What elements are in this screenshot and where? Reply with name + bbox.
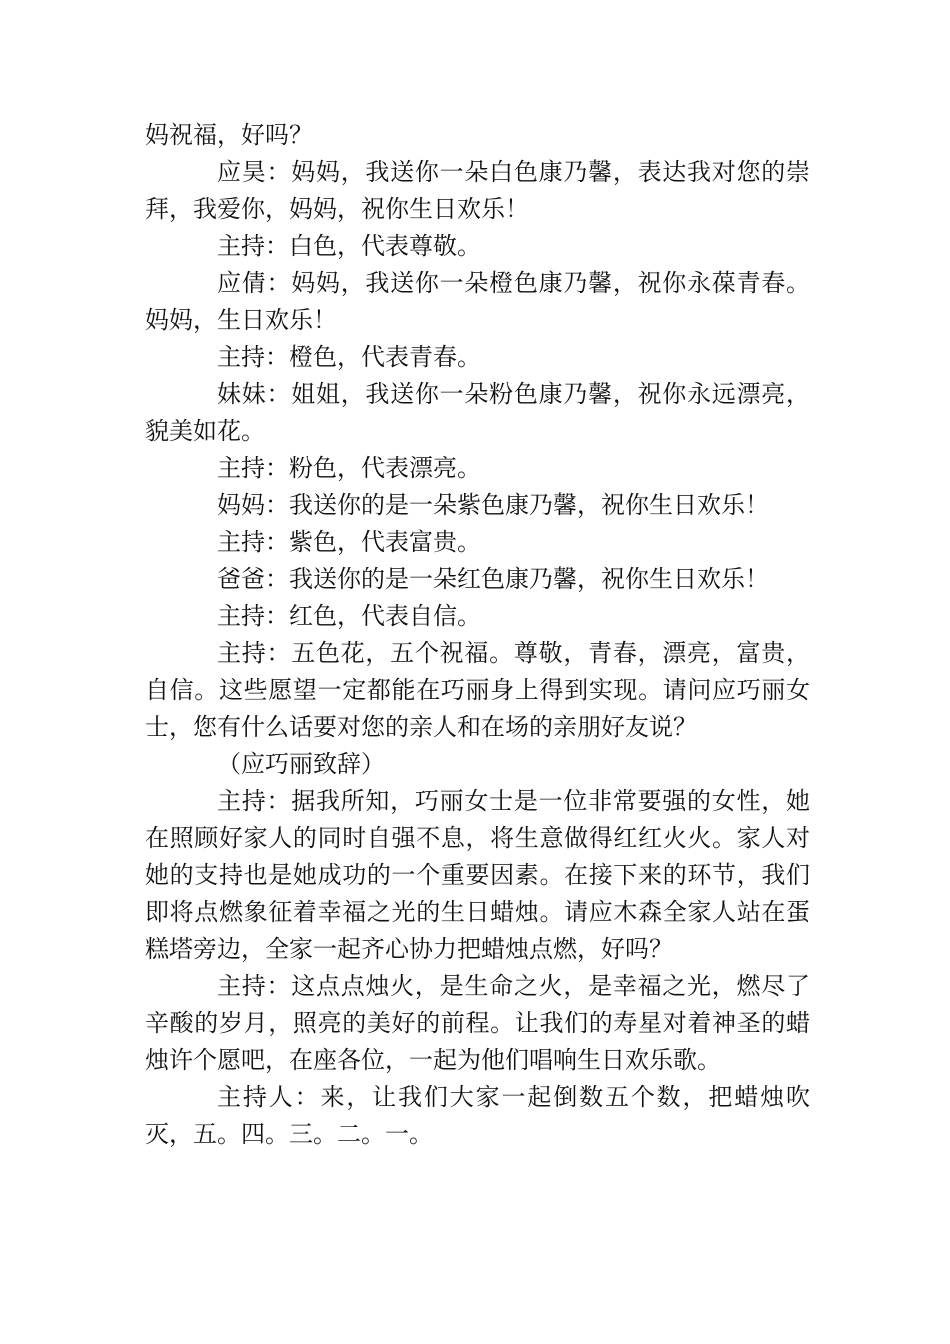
paragraph-16: 主持人：来，让我们大家一起倒数五个数，把蜡烛吹灭，五。四。三。二。一。 [145,1083,810,1148]
paragraph-7: 主持：粉色，代表漂亮。 [217,454,481,482]
paragraph-1: 妈祝福，好吗？ [145,121,313,149]
paragraph-2: 应昊：妈妈，我送你一朵白色康乃馨，表达我对您的崇拜，我爱你，妈妈，祝你生日欢乐！ [145,158,810,223]
paragraph-3: 主持：白色，代表尊敬。 [217,232,481,260]
paragraph-5: 主持：橙色，代表青春。 [217,343,481,371]
paragraph-9: 主持：紫色，代表富贵。 [217,528,481,556]
paragraph-14: 主持：据我所知，巧丽女士是一位非常要强的女性，她在照顾好家人的同时自强不息，将生意做得红红火火。家人对她的支持也是她成功的一个重要因素。在接下来的环节，我们即将点燃象征着幸福之光的生日蜡烛。请应木森全家人站在蛋糕塔旁边，全家一起齐心协力把蜡烛点燃，好吗？ [145,787,810,963]
paragraph-8: 妈妈：我送你的是一朵紫色康乃馨，祝你生日欢乐！ [217,491,769,519]
paragraph-6: 妹妹：姐姐，我送你一朵粉色康乃馨，祝你永远漂亮，貌美如花。 [145,380,810,445]
paragraph-4: 应倩：妈妈，我送你一朵橙色康乃馨，祝你永葆青春。妈妈，生日欢乐！ [145,269,810,334]
paragraph-15: 主持：这点点烛火，是生命之火，是幸福之光，燃尽了辛酸的岁月，照亮的美好的前程。让我们的寿星对着神圣的蜡烛许个愿吧，在座各位，一起为他们唱响生日欢乐歌。 [145,972,810,1074]
paragraph-12: 主持：五色花，五个祝福。尊敬，青春，漂亮，富贵，自信。这些愿望一定都能在巧丽身上得到实现。请问应巧丽女士，您有什么话要对您的亲人和在场的亲朋好友说？ [145,639,810,741]
paragraph-10: 爸爸：我送你的是一朵红色康乃馨，祝你生日欢乐！ [217,565,769,593]
stage-direction: （应巧丽致辞） [217,750,385,778]
document-body [145,117,810,1153]
paragraph-11: 主持：红色，代表自信。 [217,602,481,630]
